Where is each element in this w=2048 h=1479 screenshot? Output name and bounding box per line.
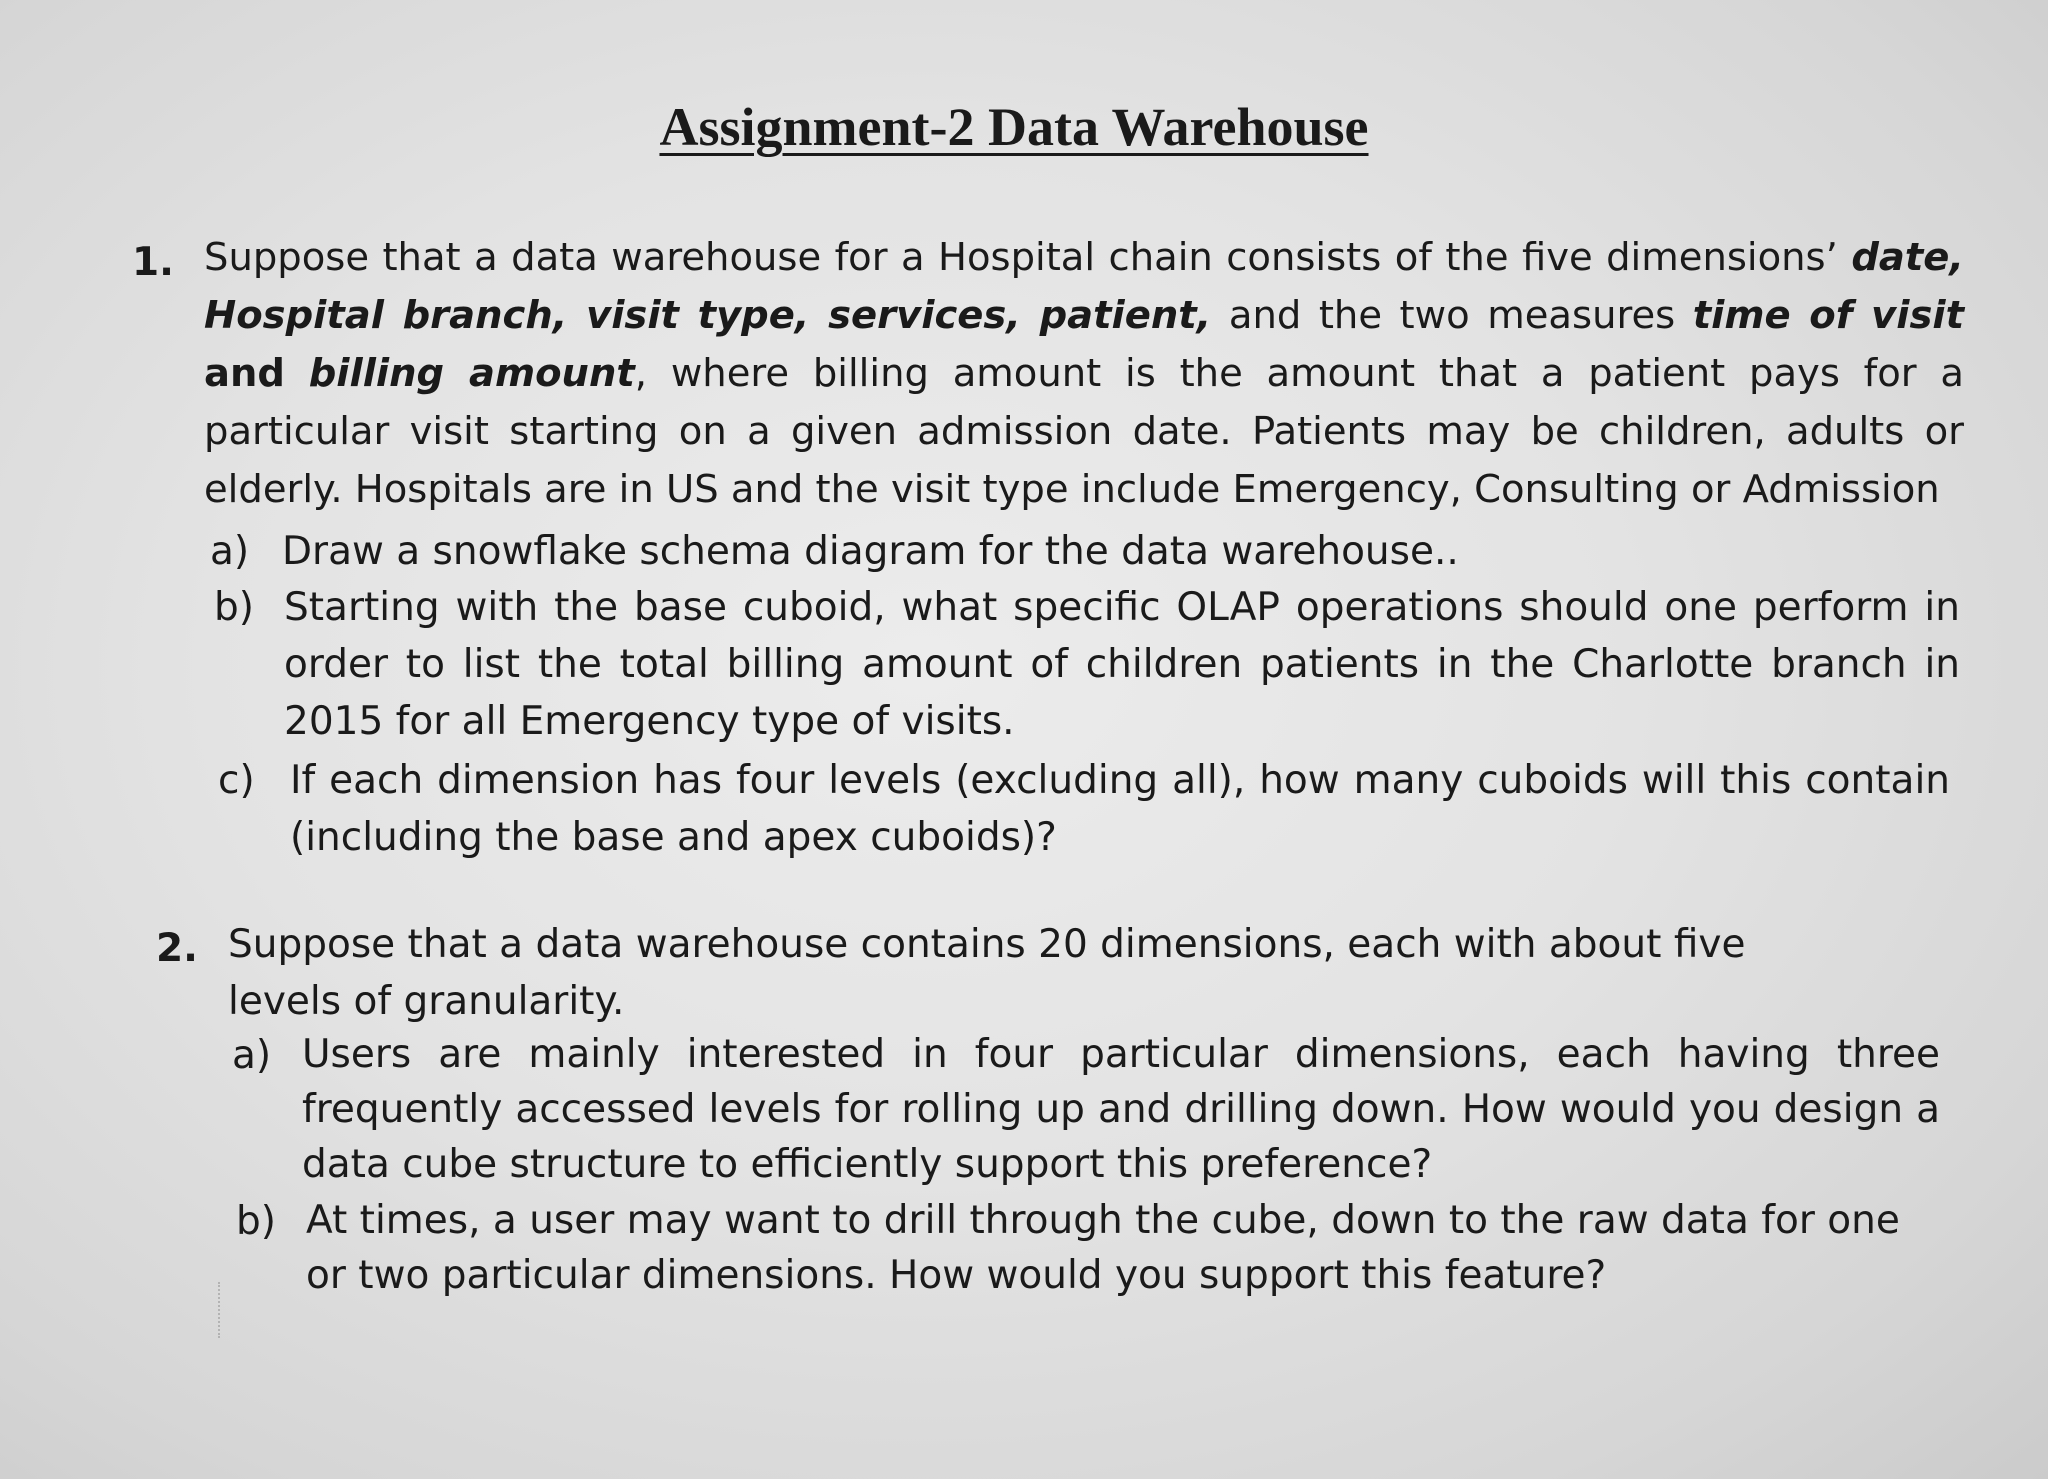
part-letter: b) [214,585,254,630]
title-text: Assignment-2 Data Warehouse [659,97,1369,157]
question-2-number: 2. [156,926,198,971]
part-letter: a) [210,529,250,574]
question-1-number: 1. [132,240,174,285]
q1-and: and [204,351,285,396]
question-2-text: Suppose that a data warehouse contains 20 dimensions, each with about five levels of granularity. [228,922,1746,1024]
q1-dim-date: date, [1851,235,1964,280]
q1-intro: Suppose that a data warehouse for a Hospital chain consists of the five dimensions’ [204,235,1838,280]
pen-smudge [218,1282,234,1338]
document-title [0,92,2048,162]
part-text: If each dimension has four levels (excluding all), how many cuboids will this contain (including the base and apex cuboids)? [290,758,1950,860]
question-1-text [204,229,1964,519]
part-letter: c) [218,758,255,803]
part-text: At times, a user may want to drill through the cube, down to the raw data for one or two particular dimensions. How would you support this feature? [306,1198,1900,1298]
part-letter: b) [236,1199,276,1244]
q1-dims-rest: Hospital branch, visit type, services, patient, [204,293,1212,338]
part-text: Starting with the base cuboid, what specific OLAP operations should one perform in order to list the total billing amount of children patients in the Charlotte branch in 2015 for all Emergency type of visits. [284,585,1960,744]
part-text: Draw a snowflake schema diagram for the data warehouse.. [282,529,1459,574]
q1-measure-billing: billing amount [308,351,635,396]
q1-rest: , where billing amount is the amount that a patient pays for a particular visit starting on a given admission date. Patients may be children, adults or elderly. Hospitals are in US and the visit type include Emergency, Consulting or Admission [204,351,1964,512]
part-letter: a) [232,1033,272,1078]
part-text: Users are mainly interested in four particular dimensions, each having three frequently accessed levels for rolling up and drilling down. How would you design a data cube structure to efficiently support this preference? [302,1032,1940,1187]
q1-measures-intro: and the two measures [1228,293,1676,338]
q1-measure-time: time of visit [1692,293,1964,338]
